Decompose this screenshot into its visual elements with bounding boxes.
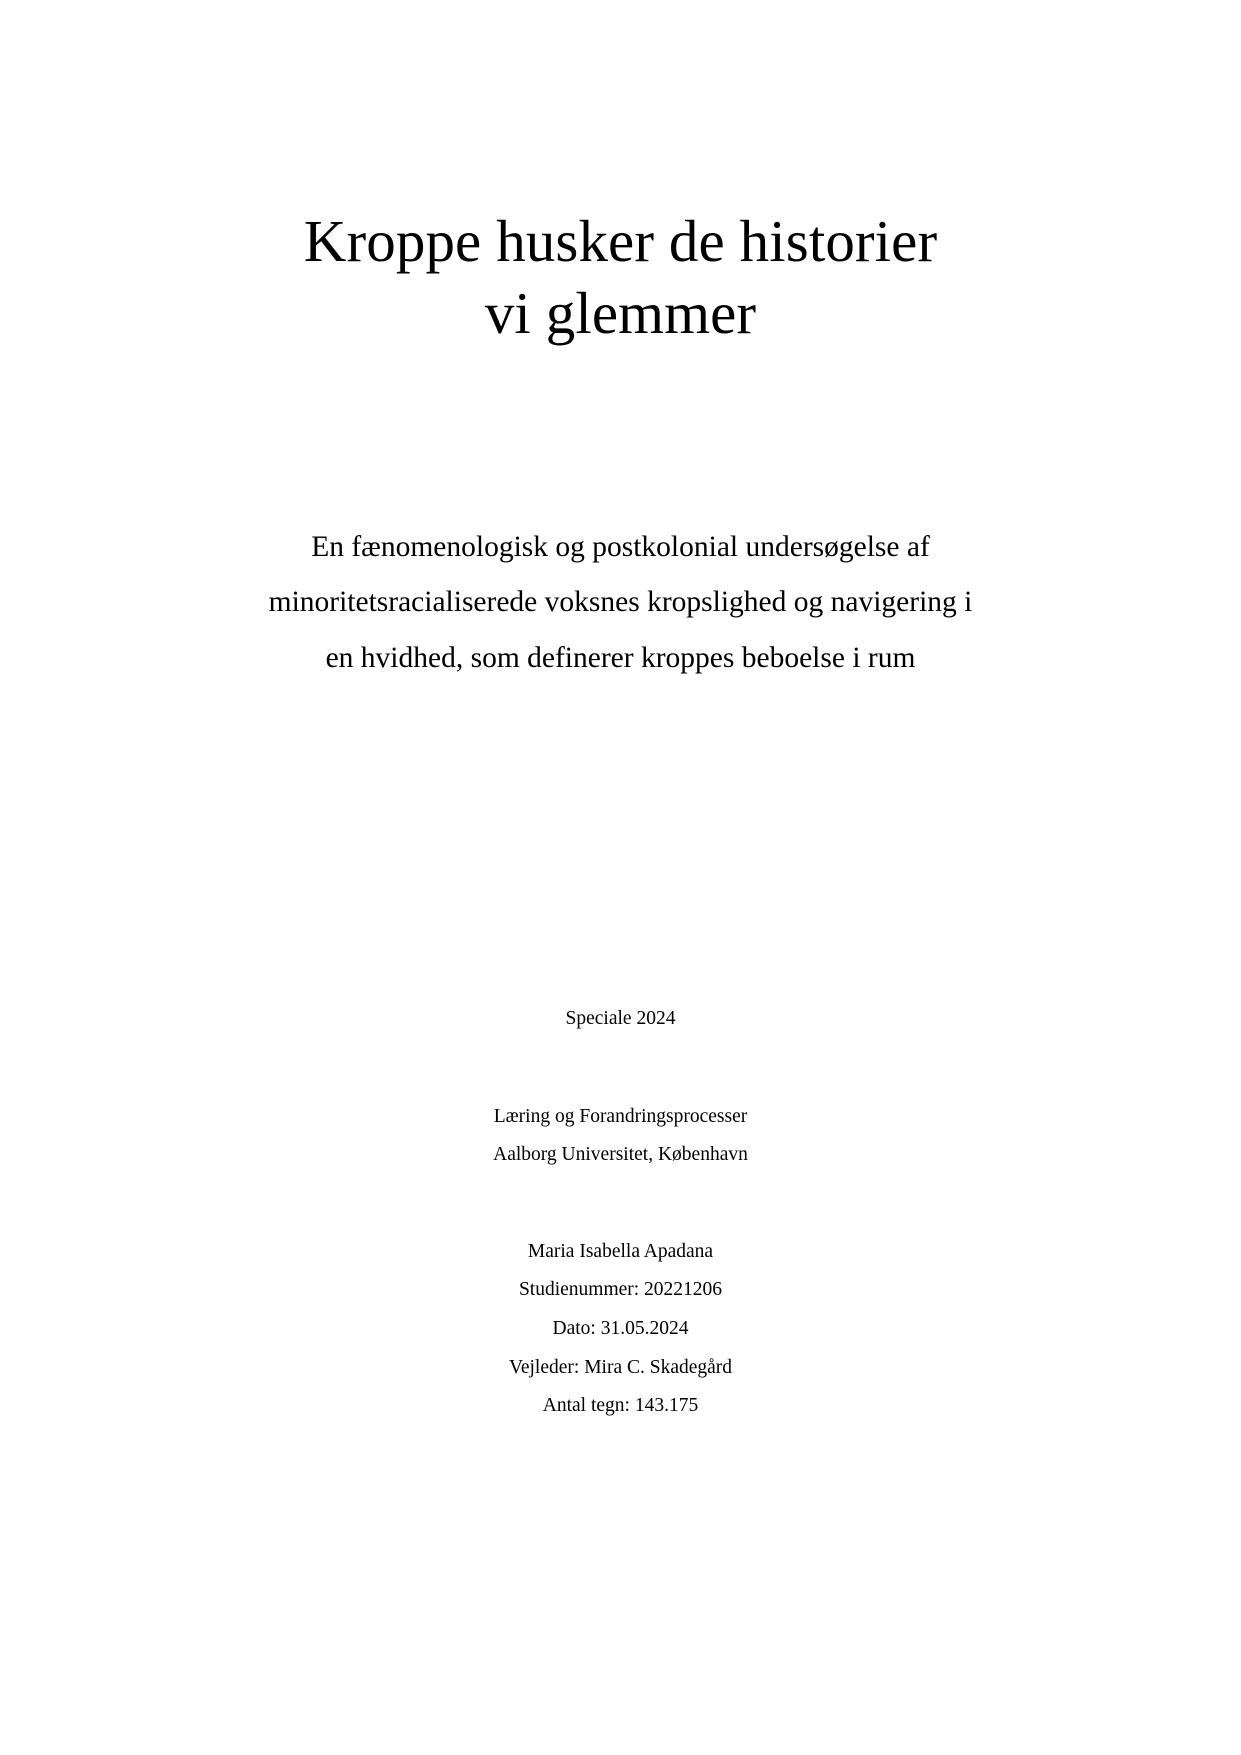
title-page-metadata	[0, 1000, 1241, 1426]
publication-type-and-year: Speciale 2024	[565, 1008, 676, 1029]
university-and-campus: Aalborg Universitet, København	[493, 1144, 748, 1166]
metadata-group-program	[0, 1098, 1241, 1175]
metadata-group-author	[0, 1233, 1241, 1426]
title-line-1: Kroppe husker de historier	[303, 208, 938, 274]
title-line-2: vi glemmer	[484, 279, 757, 346]
character-count: Antal tegn: 143.175	[542, 1395, 699, 1417]
page-title	[0, 206, 1241, 350]
supervisor: Vejleder: Mira C. Skadegård	[508, 1356, 733, 1378]
subtitle-line-3: en hvidhed, som definerer kroppes beboelse i rum	[325, 641, 916, 674]
author-name: Maria Isabella Apadana	[527, 1240, 714, 1262]
subtitle-line-2: minoritetsracialiserede voksnes kropslighed og navigering i	[268, 586, 973, 619]
study-programme: Læring og Forandringsprocesser	[493, 1105, 748, 1127]
student-number: Studienummer: 20221206	[518, 1279, 723, 1301]
page-subtitle	[181, 520, 1061, 686]
subtitle-line-1: En fænomenologisk og postkolonial undersøgelse af	[311, 531, 930, 563]
submission-date: Dato: 31.05.2024	[552, 1318, 689, 1340]
metadata-group-publication	[0, 1000, 1241, 1039]
